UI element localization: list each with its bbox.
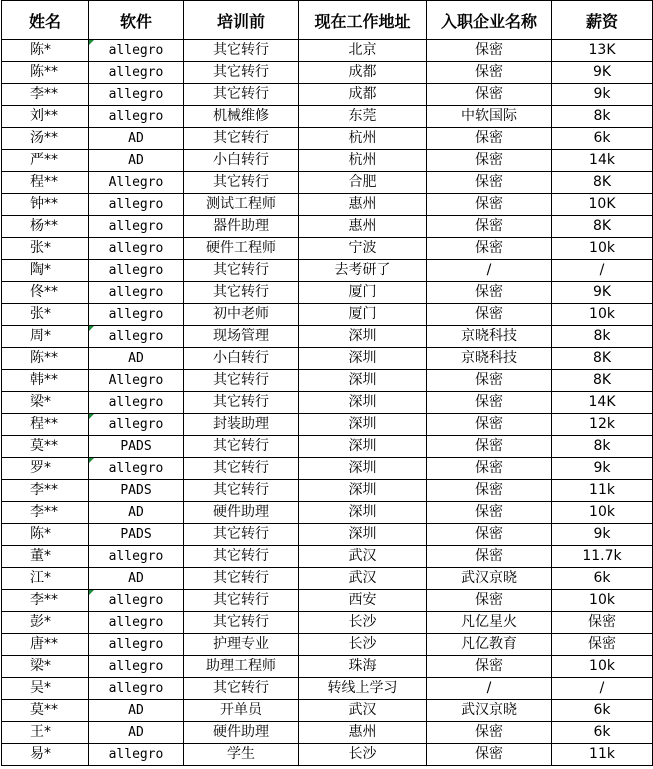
cell-software[interactable]: PADS [89, 436, 184, 458]
cell-before-training[interactable]: 其它转行 [184, 260, 299, 282]
cell-name[interactable]: 严** [2, 150, 89, 172]
cell-work-location[interactable]: 惠州 [299, 194, 427, 216]
cell-company[interactable]: 武汉京晓 [427, 568, 552, 590]
table-row [2, 458, 653, 480]
cell-company[interactable]: / [427, 678, 552, 700]
cell-work-location[interactable]: 去考研了 [299, 260, 427, 282]
cell-work-location[interactable]: 长沙 [299, 744, 427, 766]
cell-comment-marker-icon [89, 40, 94, 45]
cell-company[interactable]: 保密 [427, 84, 552, 106]
cell-name[interactable]: 陶* [2, 260, 89, 282]
cell-name[interactable]: 罗* [2, 458, 89, 480]
cell-software[interactable]: PADS [89, 480, 184, 502]
cell-name[interactable]: 董* [2, 546, 89, 568]
cell-before-training[interactable]: 学生 [184, 744, 299, 766]
cell-before-training[interactable]: 硬件工程师 [184, 238, 299, 260]
cell-salary[interactable]: 8k [552, 326, 653, 348]
cell-work-location[interactable]: 深圳 [299, 370, 427, 392]
cell-company[interactable]: 保密 [427, 722, 552, 744]
cell-before-training[interactable]: 其它转行 [184, 84, 299, 106]
cell-software[interactable]: PADS [89, 524, 184, 546]
cell-name[interactable]: 陈** [2, 348, 89, 370]
table-row [2, 194, 653, 216]
cell-before-training[interactable]: 其它转行 [184, 62, 299, 84]
table-row [2, 546, 653, 568]
cell-before-training[interactable]: 护理专业 [184, 634, 299, 656]
table-row [2, 260, 653, 282]
table-row [2, 216, 653, 238]
table-row [2, 590, 653, 612]
cell-before-training[interactable]: 现场管理 [184, 326, 299, 348]
cell-software-text: allegro [108, 43, 164, 58]
cell-before-training[interactable]: 其它转行 [184, 436, 299, 458]
cell-software[interactable]: allegro [89, 546, 184, 568]
cell-salary[interactable]: 10k [552, 656, 653, 678]
table-body [2, 40, 653, 766]
cell-software-text: allegro [108, 417, 164, 432]
cell-salary[interactable]: 11.7k [552, 546, 653, 568]
cell-name[interactable]: 李** [2, 480, 89, 502]
cell-software[interactable] [89, 414, 184, 436]
cell-software[interactable]: Allegro [89, 370, 184, 392]
cell-work-location[interactable]: 深圳 [299, 480, 427, 502]
cell-software[interactable]: allegro [89, 238, 184, 260]
cell-name[interactable]: 杨** [2, 216, 89, 238]
cell-company[interactable]: 保密 [427, 524, 552, 546]
cell-company[interactable]: 保密 [427, 480, 552, 502]
cell-salary[interactable]: 10k [552, 502, 653, 524]
cell-salary[interactable]: 8K [552, 216, 653, 238]
cell-before-training[interactable]: 小白转行 [184, 150, 299, 172]
cell-salary[interactable]: / [552, 678, 653, 700]
table-row [2, 700, 653, 722]
cell-name[interactable]: 江* [2, 568, 89, 590]
table-row [2, 62, 653, 84]
cell-salary[interactable]: 10K [552, 194, 653, 216]
cell-name[interactable]: 佟** [2, 282, 89, 304]
employment-table [1, 0, 653, 766]
cell-company[interactable]: 保密 [427, 150, 552, 172]
header-software[interactable]: 软件 [89, 1, 184, 40]
cell-before-training[interactable]: 测试工程师 [184, 194, 299, 216]
cell-software[interactable] [89, 458, 184, 480]
table-row [2, 150, 653, 172]
cell-software[interactable]: AD [89, 502, 184, 524]
table-row [2, 414, 653, 436]
cell-salary[interactable]: 9K [552, 62, 653, 84]
cell-salary[interactable]: 11k [552, 480, 653, 502]
cell-software[interactable]: Allegro [89, 172, 184, 194]
header-work-location[interactable]: 现在工作地址 [299, 1, 427, 40]
cell-before-training[interactable]: 其它转行 [184, 524, 299, 546]
cell-salary[interactable]: 8K [552, 370, 653, 392]
cell-software[interactable]: AD [89, 128, 184, 150]
cell-salary[interactable]: 6k [552, 128, 653, 150]
cell-work-location[interactable]: 深圳 [299, 326, 427, 348]
table-row [2, 282, 653, 304]
table-row [2, 524, 653, 546]
cell-company[interactable]: 保密 [427, 62, 552, 84]
cell-work-location[interactable]: 长沙 [299, 612, 427, 634]
cell-company[interactable]: 保密 [427, 656, 552, 678]
cell-comment-marker-icon [89, 590, 94, 595]
table-row [2, 612, 653, 634]
table-row [2, 172, 653, 194]
cell-software-text: allegro [108, 329, 164, 344]
cell-software[interactable]: AD [89, 150, 184, 172]
cell-name[interactable]: 陈** [2, 62, 89, 84]
cell-before-training[interactable]: 其它转行 [184, 612, 299, 634]
cell-salary[interactable]: 8K [552, 348, 653, 370]
header-company[interactable]: 入职企业名称 [427, 1, 552, 40]
cell-name[interactable]: 王* [2, 722, 89, 744]
cell-work-location[interactable]: 深圳 [299, 524, 427, 546]
cell-work-location[interactable]: 宁波 [299, 238, 427, 260]
cell-company[interactable]: 京晓科技 [427, 326, 552, 348]
cell-salary[interactable]: 保密 [552, 612, 653, 634]
cell-name[interactable]: 陈* [2, 524, 89, 546]
cell-software[interactable] [89, 40, 184, 62]
cell-name[interactable]: 李** [2, 502, 89, 524]
table-row [2, 370, 653, 392]
cell-company[interactable]: 保密 [427, 392, 552, 414]
cell-salary[interactable]: 10k [552, 238, 653, 260]
cell-company[interactable]: 保密 [427, 546, 552, 568]
cell-before-training[interactable]: 其它转行 [184, 678, 299, 700]
cell-company[interactable]: 凡亿教育 [427, 634, 552, 656]
cell-company[interactable]: 保密 [427, 590, 552, 612]
cell-salary[interactable]: 6k [552, 722, 653, 744]
cell-name[interactable]: 梁* [2, 656, 89, 678]
cell-software[interactable]: AD [89, 348, 184, 370]
cell-work-location[interactable]: 深圳 [299, 348, 427, 370]
cell-name[interactable]: 唐** [2, 634, 89, 656]
cell-salary[interactable]: 14K [552, 392, 653, 414]
table-row [2, 502, 653, 524]
cell-name[interactable]: 刘** [2, 106, 89, 128]
table-row [2, 128, 653, 150]
cell-company[interactable]: 武汉京晓 [427, 700, 552, 722]
cell-software[interactable]: allegro [89, 282, 184, 304]
cell-before-training[interactable]: 助理工程师 [184, 656, 299, 678]
cell-salary[interactable]: 12k [552, 414, 653, 436]
table-row [2, 238, 653, 260]
cell-salary[interactable]: 10k [552, 590, 653, 612]
cell-software[interactable]: allegro [89, 392, 184, 414]
cell-name[interactable]: 彭* [2, 612, 89, 634]
cell-name[interactable]: 程** [2, 414, 89, 436]
table-row [2, 326, 653, 348]
cell-name[interactable]: 吴* [2, 678, 89, 700]
cell-work-location[interactable]: 厦门 [299, 282, 427, 304]
cell-salary[interactable]: 8k [552, 106, 653, 128]
cell-name[interactable]: 张* [2, 304, 89, 326]
table-row [2, 348, 653, 370]
cell-software[interactable]: allegro [89, 194, 184, 216]
cell-software[interactable]: allegro [89, 744, 184, 766]
cell-name[interactable]: 钟** [2, 194, 89, 216]
cell-software-text: allegro [108, 461, 164, 476]
cell-salary[interactable]: 13K [552, 40, 653, 62]
cell-software[interactable]: allegro [89, 84, 184, 106]
table-row [2, 392, 653, 414]
cell-work-location[interactable]: 西安 [299, 590, 427, 612]
cell-before-training[interactable]: 其它转行 [184, 458, 299, 480]
table-row [2, 106, 653, 128]
cell-before-training[interactable]: 其它转行 [184, 392, 299, 414]
cell-company[interactable]: 凡亿星火 [427, 612, 552, 634]
cell-work-location[interactable]: 珠海 [299, 656, 427, 678]
table-row [2, 634, 653, 656]
cell-before-training[interactable]: 硬件助理 [184, 722, 299, 744]
table-row [2, 568, 653, 590]
cell-software[interactable]: AD [89, 722, 184, 744]
table-row [2, 480, 653, 502]
header-before-training[interactable]: 培训前 [184, 1, 299, 40]
cell-salary[interactable]: 10k [552, 304, 653, 326]
cell-work-location[interactable]: 杭州 [299, 150, 427, 172]
cell-salary[interactable]: 8k [552, 436, 653, 458]
cell-name[interactable]: 易* [2, 744, 89, 766]
cell-company[interactable]: 保密 [427, 414, 552, 436]
cell-company[interactable]: 保密 [427, 194, 552, 216]
table-row [2, 84, 653, 106]
header-name[interactable]: 姓名 [2, 1, 89, 40]
cell-salary[interactable]: 6k [552, 700, 653, 722]
cell-work-location[interactable]: 成都 [299, 84, 427, 106]
cell-comment-marker-icon [89, 326, 94, 331]
cell-work-location[interactable]: 长沙 [299, 634, 427, 656]
cell-work-location[interactable]: 深圳 [299, 414, 427, 436]
cell-work-location[interactable]: 成都 [299, 62, 427, 84]
cell-work-location[interactable]: 深圳 [299, 392, 427, 414]
cell-work-location[interactable]: 转线上学习 [299, 678, 427, 700]
cell-software[interactable]: AD [89, 568, 184, 590]
cell-name[interactable]: 李** [2, 590, 89, 612]
cell-software[interactable]: allegro [89, 106, 184, 128]
cell-before-training[interactable]: 其它转行 [184, 172, 299, 194]
cell-company[interactable]: 保密 [427, 370, 552, 392]
cell-software[interactable]: allegro [89, 678, 184, 700]
cell-company[interactable]: 保密 [427, 128, 552, 150]
cell-comment-marker-icon [89, 414, 94, 419]
cell-company[interactable]: 保密 [427, 172, 552, 194]
cell-software[interactable] [89, 326, 184, 348]
cell-name[interactable]: 韩** [2, 370, 89, 392]
cell-company[interactable]: 保密 [427, 502, 552, 524]
cell-before-training[interactable]: 其它转行 [184, 40, 299, 62]
cell-before-training[interactable]: 其它转行 [184, 370, 299, 392]
cell-company[interactable]: 保密 [427, 282, 552, 304]
cell-company[interactable]: 保密 [427, 436, 552, 458]
cell-before-training[interactable]: 封装助理 [184, 414, 299, 436]
cell-salary[interactable]: 8K [552, 172, 653, 194]
cell-before-training[interactable]: 小白转行 [184, 348, 299, 370]
cell-salary[interactable]: 9k [552, 524, 653, 546]
cell-name[interactable]: 梁* [2, 392, 89, 414]
cell-work-location[interactable]: 杭州 [299, 128, 427, 150]
cell-salary[interactable]: 14k [552, 150, 653, 172]
cell-salary[interactable]: 9k [552, 458, 653, 480]
cell-name[interactable]: 莫** [2, 436, 89, 458]
cell-work-location[interactable]: 深圳 [299, 502, 427, 524]
cell-name[interactable]: 汤** [2, 128, 89, 150]
cell-work-location[interactable]: 惠州 [299, 722, 427, 744]
cell-before-training[interactable]: 初中老师 [184, 304, 299, 326]
table-row [2, 744, 653, 766]
cell-salary[interactable]: 保密 [552, 634, 653, 656]
cell-work-location[interactable]: 深圳 [299, 436, 427, 458]
cell-work-location[interactable]: 东莞 [299, 106, 427, 128]
header-salary[interactable]: 薪资 [552, 1, 653, 40]
cell-before-training[interactable]: 开单员 [184, 700, 299, 722]
table-row [2, 40, 653, 62]
cell-software[interactable]: allegro [89, 656, 184, 678]
cell-before-training[interactable]: 其它转行 [184, 480, 299, 502]
cell-name[interactable]: 莫** [2, 700, 89, 722]
cell-company[interactable]: / [427, 260, 552, 282]
cell-company[interactable]: 保密 [427, 238, 552, 260]
header-row [2, 1, 653, 40]
table-row [2, 656, 653, 678]
cell-work-location[interactable]: 合肥 [299, 172, 427, 194]
table-row [2, 678, 653, 700]
cell-name[interactable]: 李** [2, 84, 89, 106]
cell-software[interactable]: allegro [89, 216, 184, 238]
cell-before-training[interactable]: 其它转行 [184, 590, 299, 612]
cell-work-location[interactable]: 北京 [299, 40, 427, 62]
cell-work-location[interactable]: 武汉 [299, 568, 427, 590]
cell-company[interactable]: 保密 [427, 458, 552, 480]
cell-before-training[interactable]: 其它转行 [184, 546, 299, 568]
cell-software[interactable] [89, 590, 184, 612]
cell-software[interactable]: allegro [89, 304, 184, 326]
cell-company[interactable]: 保密 [427, 40, 552, 62]
cell-software-text: allegro [108, 593, 164, 608]
cell-software[interactable]: allegro [89, 260, 184, 282]
cell-before-training[interactable]: 器件助理 [184, 216, 299, 238]
cell-company[interactable]: 保密 [427, 744, 552, 766]
cell-work-location[interactable]: 深圳 [299, 458, 427, 480]
table-row [2, 436, 653, 458]
cell-company[interactable]: 中软国际 [427, 106, 552, 128]
cell-name[interactable]: 陈* [2, 40, 89, 62]
cell-before-training[interactable]: 其它转行 [184, 282, 299, 304]
cell-company[interactable]: 京晓科技 [427, 348, 552, 370]
cell-work-location[interactable]: 惠州 [299, 216, 427, 238]
cell-before-training[interactable]: 硬件助理 [184, 502, 299, 524]
cell-salary[interactable]: 6k [552, 568, 653, 590]
cell-salary[interactable]: / [552, 260, 653, 282]
cell-software[interactable]: AD [89, 700, 184, 722]
cell-salary[interactable]: 11k [552, 744, 653, 766]
cell-work-location[interactable]: 武汉 [299, 546, 427, 568]
cell-name[interactable]: 程** [2, 172, 89, 194]
cell-before-training[interactable]: 其它转行 [184, 128, 299, 150]
cell-comment-marker-icon [89, 458, 94, 463]
cell-software[interactable]: allegro [89, 62, 184, 84]
cell-salary[interactable]: 9k [552, 84, 653, 106]
table-row [2, 722, 653, 744]
cell-before-training[interactable]: 其它转行 [184, 568, 299, 590]
cell-salary[interactable]: 9K [552, 282, 653, 304]
cell-software[interactable]: allegro [89, 612, 184, 634]
cell-name[interactable]: 周* [2, 326, 89, 348]
cell-before-training[interactable]: 机械维修 [184, 106, 299, 128]
cell-name[interactable]: 张* [2, 238, 89, 260]
cell-software[interactable]: allegro [89, 634, 184, 656]
cell-company[interactable]: 保密 [427, 304, 552, 326]
cell-work-location[interactable]: 武汉 [299, 700, 427, 722]
table-row [2, 304, 653, 326]
cell-company[interactable]: 保密 [427, 216, 552, 238]
cell-work-location[interactable]: 厦门 [299, 304, 427, 326]
